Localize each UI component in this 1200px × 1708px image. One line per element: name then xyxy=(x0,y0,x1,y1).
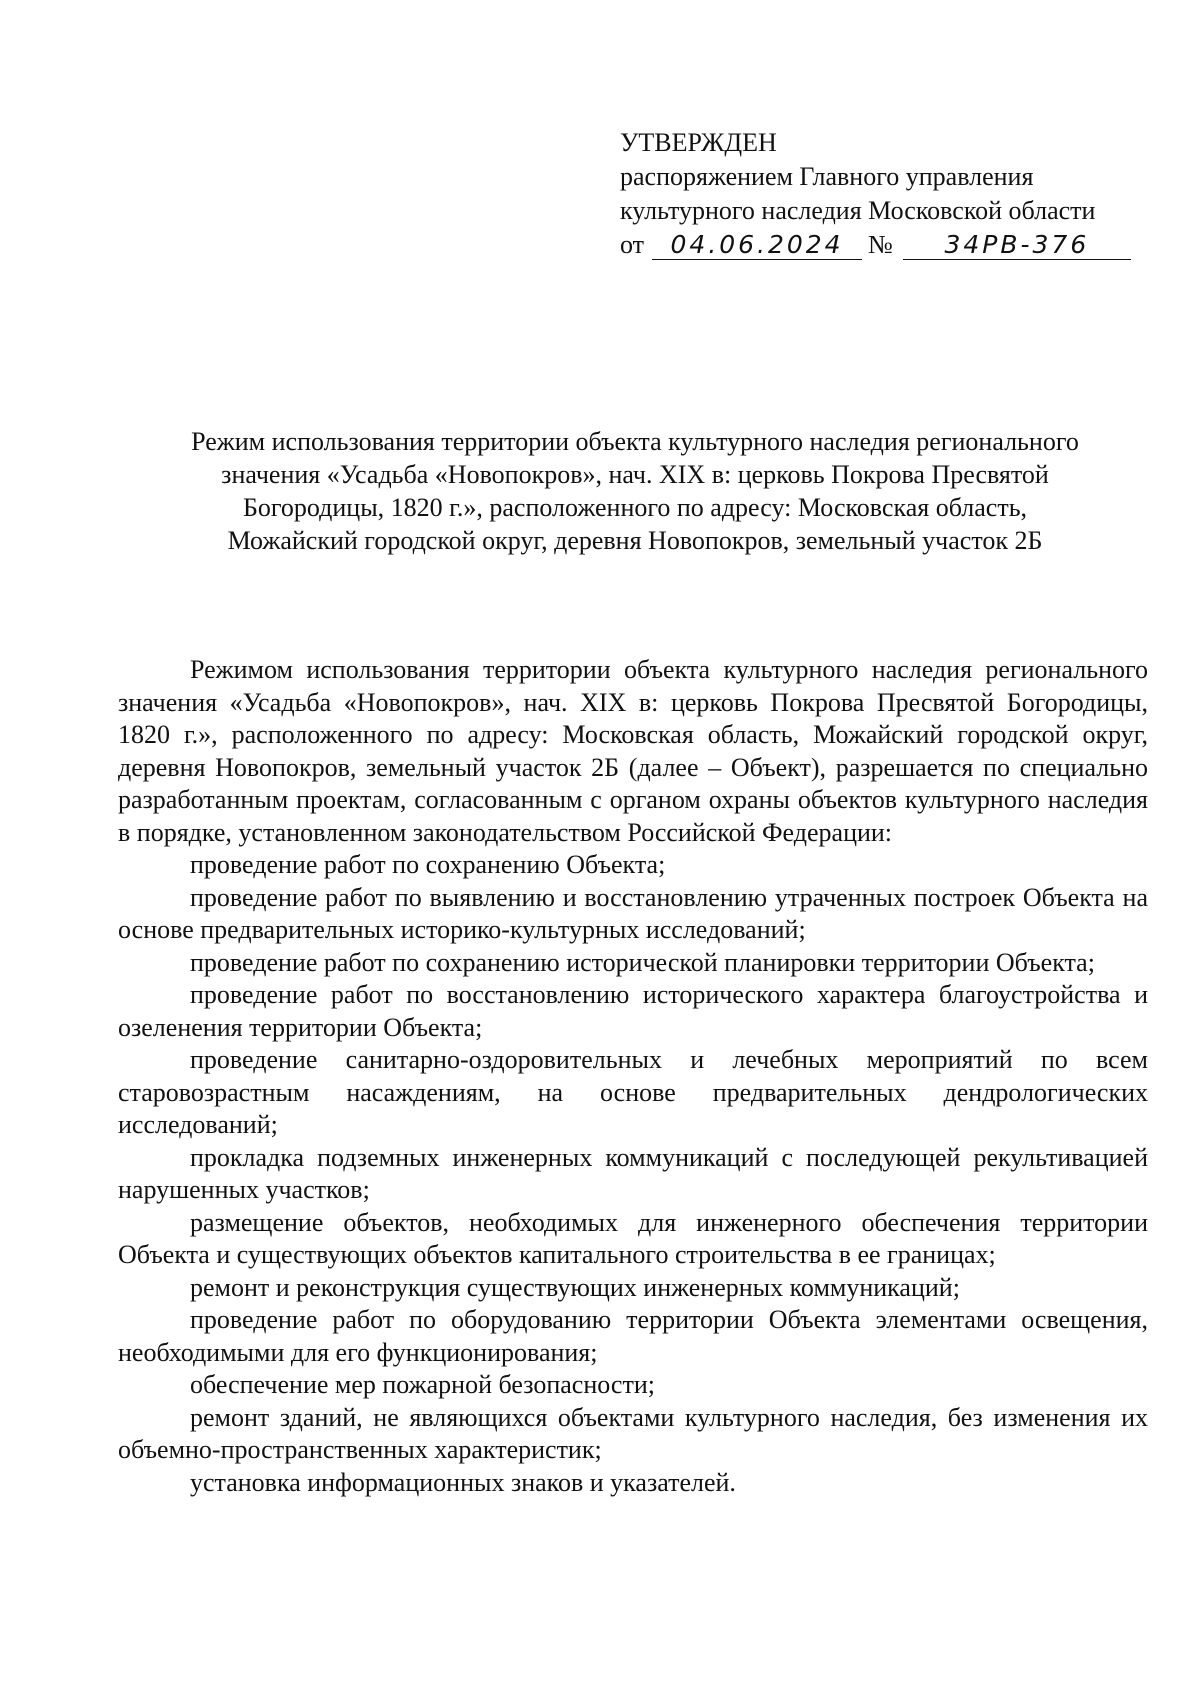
list-item: ремонт и реконструкция существующих инженерных коммуникаций; xyxy=(190,1272,960,1302)
list-item: установка информационных знаков и указателей. xyxy=(190,1467,736,1497)
document-title xyxy=(118,425,1152,557)
number-prefix: № xyxy=(868,230,893,259)
intro-paragraph: Режимом использования территории объекта культурного наследия регионального значения «Усадьба «Новопокров», нач. XIX в: церковь Покрова Пресвятой Богородицы, 1820 г.», расположенного по адресу: Московская область, Можайский городской округ, деревня Новопокров, земельный участок 2Б (далее – Объект), разрешается по специально разработанным проектам, согласованным с органом охраны объектов культурного наследия в порядке, установленном законодательством Российской Федерации: xyxy=(118,655,1148,847)
list-item: размещение объектов, необходимых для инженерного обеспечения территории Объекта и существующих объектов капитального строительства в ее границах; xyxy=(118,1207,1148,1269)
date-prefix: от xyxy=(620,230,645,259)
handwritten-date: 04.06.2024 xyxy=(652,231,862,260)
list-item: проведение работ по оборудованию территории Объекта элементами освещения, необходимыми для его функционирования; xyxy=(118,1305,1148,1367)
list-item: проведение работ по сохранению исторической планировки территории Объекта; xyxy=(190,947,1095,977)
approval-date-number-line xyxy=(620,228,1160,262)
approval-block xyxy=(620,126,1160,262)
title-line-3: Богородицы, 1820 г.», расположенного по адресу: Московская область, xyxy=(242,493,1028,522)
approval-status: УТВЕРЖДЕН xyxy=(620,128,777,157)
approval-line-2: культурного наследия Московской области xyxy=(620,196,1096,225)
list-item: проведение работ по выявлению и восстановлению утраченных построек Объекта на основе предварительных историко-культурных исследований; xyxy=(118,882,1148,944)
list-item: проведение работ по восстановлению исторического характера благоустройства и озеленения территории Объекта; xyxy=(118,980,1148,1042)
list-item: обеспечение мер пожарной безопасности; xyxy=(190,1370,655,1399)
list-item: прокладка подземных инженерных коммуникаций с последующей рекультивацией нарушенных участков; xyxy=(118,1142,1148,1204)
handwritten-number: 34РВ-376 xyxy=(903,231,1131,260)
list-item: проведение работ по сохранению Объекта; xyxy=(190,850,666,879)
list-item: проведение санитарно-оздоровительных и лечебных мероприятий по всем старовозрастным насаждениям, на основе предварительных дендрологических исследований; xyxy=(118,1045,1148,1139)
list-item: ремонт зданий, не являющихся объектами культурного наследия, без изменения их объемно-пространственных характеристик; xyxy=(118,1402,1148,1464)
approval-line-1: распоряжением Главного управления xyxy=(620,162,1034,191)
title-line-4: Можайский городской округ, деревня Новопокров, земельный участок 2Б xyxy=(227,526,1043,555)
title-line-2: значения «Усадьба «Новопокров», нач. XIX в: церковь Покрова Пресвятой xyxy=(221,460,1049,489)
title-line-1: Режим использования территории объекта культурного наследия регионального xyxy=(191,427,1079,456)
document-body xyxy=(118,654,1148,1499)
